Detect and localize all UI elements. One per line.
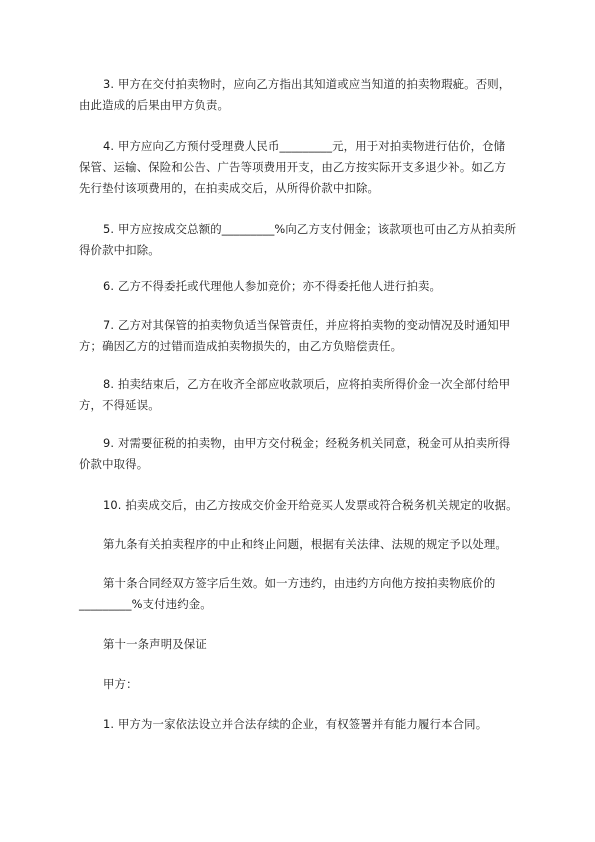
text-line: 甲方： xyxy=(103,677,138,691)
text-line: 由此造成的后果由甲方负责。 xyxy=(79,98,230,112)
text-line: 方；确因乙方的过错而造成拍卖物损失的，由乙方负赔偿责任。 xyxy=(79,339,403,353)
text-line: 3. 甲方在交付拍卖物时，应向乙方指出其知道或应当知道的拍卖物瑕疵。否则， xyxy=(103,77,511,91)
representation-item-1 xyxy=(103,714,533,735)
text-line: 6. 乙方不得委托或代理他人参加竞价；亦不得委托他人进行拍卖。 xyxy=(103,279,442,293)
clause-item-6 xyxy=(103,276,533,297)
text-line: 7. 乙方对其保管的拍卖物负适当保管责任，并应将拍卖物的变动情况及时通知甲 xyxy=(103,318,511,332)
text-line: 4. 甲方应向乙方预付受理费人民币_________元，用于对拍卖物进行估价，仓储 xyxy=(103,139,506,153)
article-9 xyxy=(103,534,533,555)
text-line: 保管、运输、保险和公告、广告等项费用开支，由乙方按实际开支多退少补。如乙方 xyxy=(79,160,507,174)
clause-item-3 xyxy=(79,74,533,116)
text-line: 第十一条声明及保证 xyxy=(103,637,207,651)
text-line: _________%支付违约金。 xyxy=(79,597,212,611)
clause-item-8 xyxy=(79,374,533,416)
text-line: 先行垫付该项费用的，在拍卖成交后，从所得价款中扣除。 xyxy=(79,181,380,195)
text-line: 8. 拍卖结束后，乙方在收齐全部应收款项后，应将拍卖所得价金一次全部付给甲 xyxy=(103,377,511,391)
text-line: 第十条合同经双方签字后生效。如一方违约，由违约方向他方按拍卖物底价的 xyxy=(103,576,496,590)
clause-item-4 xyxy=(79,136,533,199)
article-11-heading xyxy=(103,634,533,655)
text-line: 10. 拍卖成交后，由乙方按成交价金开给竞买人发票或符合税务机关规定的收据。 xyxy=(103,498,518,512)
text-line: 方，不得延误。 xyxy=(79,398,160,412)
text-line: 9. 对需要征税的拍卖物，由甲方交付税金；经税务机关同意，税金可从拍卖所得 xyxy=(103,436,511,450)
text-line: 得价款中扣除。 xyxy=(79,243,160,257)
text-line: 第九条有关拍卖程序的中止和终止问题，根据有关法律、法规的规定予以处理。 xyxy=(103,537,507,551)
text-line: 1. 甲方为一家依法设立并合法存续的企业，有权签署并有能力履行本合同。 xyxy=(103,717,488,731)
text-line: 价款中取得。 xyxy=(79,457,149,471)
article-10 xyxy=(79,573,533,615)
clause-item-7 xyxy=(79,315,533,357)
clause-item-10 xyxy=(103,495,533,516)
party-a-label xyxy=(103,674,533,695)
clause-item-9 xyxy=(79,433,533,475)
clause-item-5 xyxy=(79,219,533,261)
text-line: 5. 甲方应按成交总额的_________%向乙方支付佣金；该款项也可由乙方从拍卖所 xyxy=(103,222,517,236)
